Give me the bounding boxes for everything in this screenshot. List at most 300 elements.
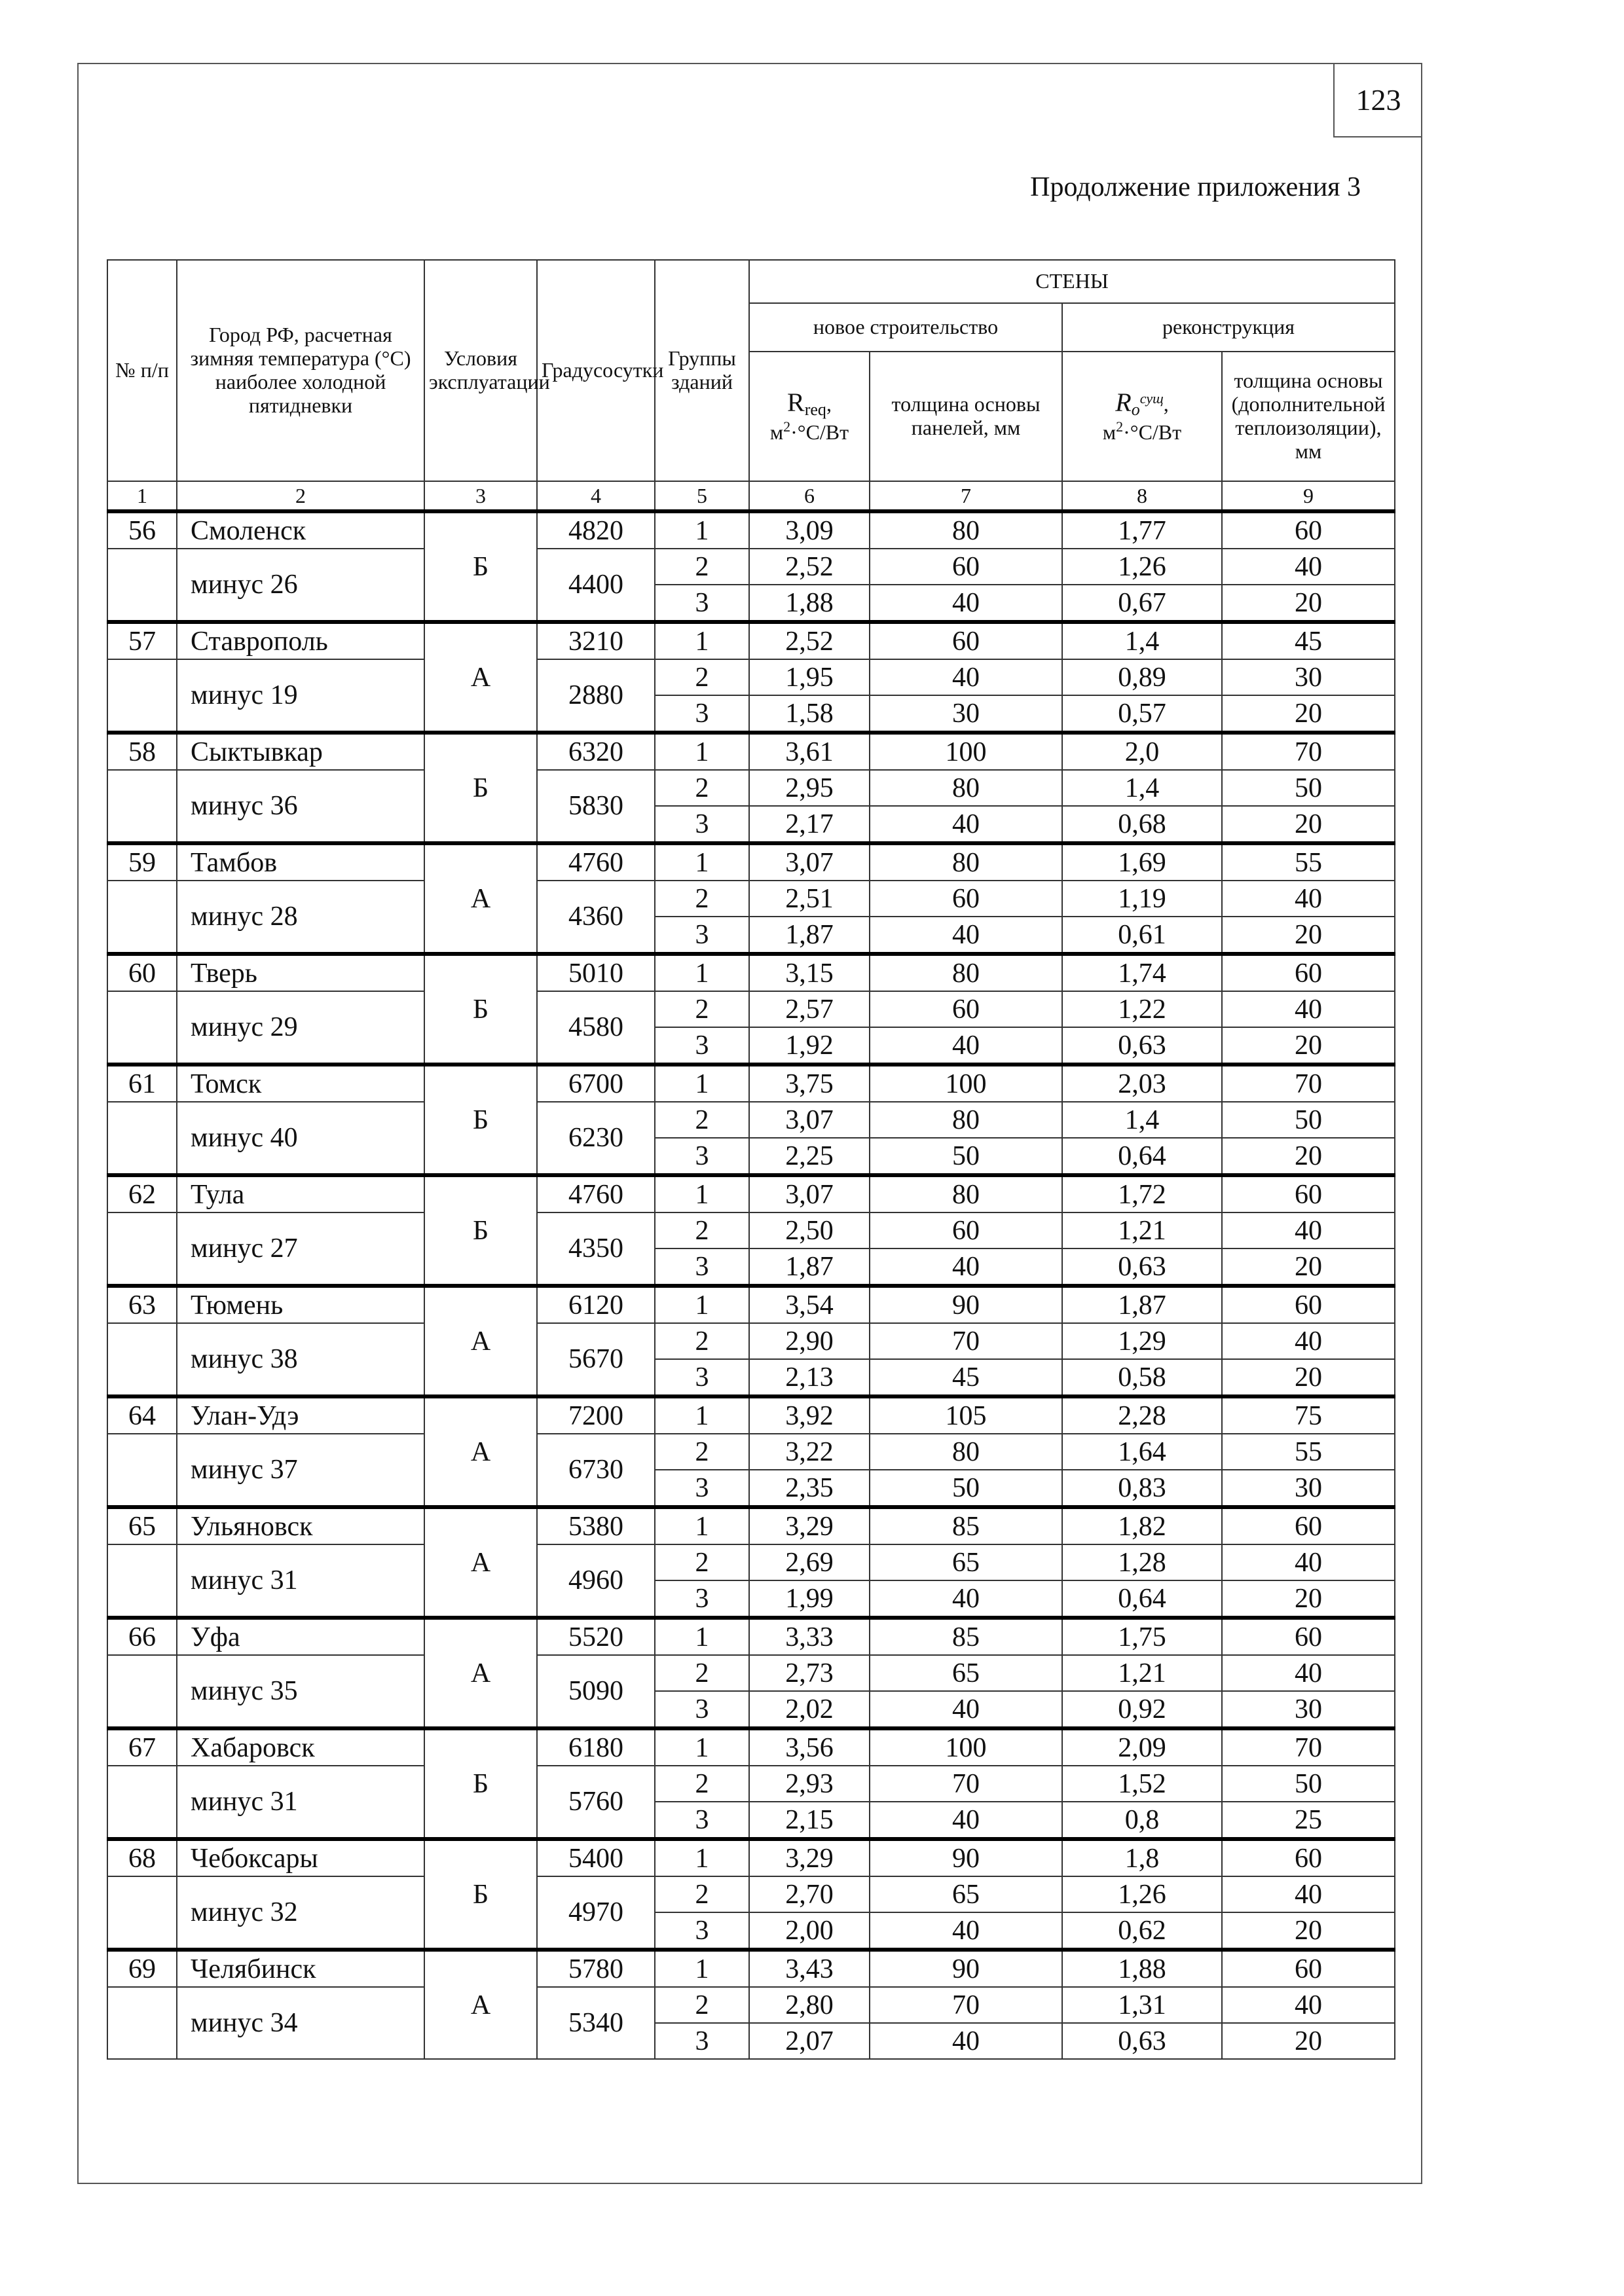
degree-days-reconstruction: 5760 — [537, 1766, 655, 1839]
column-number: 4 — [537, 481, 655, 511]
operating-conditions: Б — [424, 954, 537, 1065]
row-number: 61 — [107, 1065, 177, 1102]
r-existing: 0,63 — [1062, 1248, 1222, 1286]
r-existing: 1,4 — [1062, 770, 1222, 806]
r-req: 3,29 — [749, 1507, 870, 1544]
city-name: Смоленск — [177, 511, 424, 549]
city-name: Сыктывкар — [177, 733, 424, 770]
building-group: 2 — [655, 1544, 749, 1580]
panel-thickness: 40 — [870, 1248, 1062, 1286]
r-req: 2,90 — [749, 1323, 870, 1359]
operating-conditions: А — [424, 622, 537, 733]
r-existing: 1,87 — [1062, 1286, 1222, 1323]
city-name: Тула — [177, 1175, 424, 1212]
table-row — [107, 1766, 1395, 1802]
table-row — [107, 1323, 1395, 1359]
design-temperature: минус 36 — [177, 770, 424, 843]
table-body — [107, 511, 1395, 2059]
r-req: 2,93 — [749, 1766, 870, 1802]
r-existing: 1,72 — [1062, 1175, 1222, 1212]
r-existing: 0,62 — [1062, 1912, 1222, 1950]
design-temperature: минус 32 — [177, 1876, 424, 1950]
row-number-blank — [107, 1434, 177, 1507]
row-number-blank — [107, 1544, 177, 1618]
degree-days-reconstruction: 4960 — [537, 1544, 655, 1618]
r-existing: 2,09 — [1062, 1728, 1222, 1766]
base-thickness: 40 — [1222, 1323, 1395, 1359]
r-req: 3,07 — [749, 1102, 870, 1138]
table-row — [107, 1728, 1395, 1766]
r-req: 3,92 — [749, 1396, 870, 1434]
building-group: 3 — [655, 1248, 749, 1286]
degree-days-reconstruction: 6730 — [537, 1434, 655, 1507]
header-base-thickness: толщина основы (дополнительной теплоизоляции), мм — [1222, 352, 1395, 481]
degree-days-reconstruction: 5670 — [537, 1323, 655, 1396]
r-req: 3,22 — [749, 1434, 870, 1470]
r-existing: 1,74 — [1062, 954, 1222, 991]
panel-thickness: 50 — [870, 1138, 1062, 1175]
r-existing: 2,0 — [1062, 733, 1222, 770]
header-panel-thickness: толщина основы панелей, мм — [870, 352, 1062, 481]
column-number: 5 — [655, 481, 749, 511]
row-number: 58 — [107, 733, 177, 770]
r-req: 3,07 — [749, 843, 870, 881]
building-group: 3 — [655, 917, 749, 954]
panel-thickness: 50 — [870, 1470, 1062, 1507]
table-row — [107, 1544, 1395, 1580]
base-thickness: 70 — [1222, 733, 1395, 770]
panel-thickness: 40 — [870, 806, 1062, 843]
header-rsush: $R_o^{сущ}$, $м^2\cdot^\circ С/Вт$ — [1062, 352, 1222, 481]
row-number-blank — [107, 770, 177, 843]
building-group: 3 — [655, 1691, 749, 1728]
operating-conditions: А — [424, 1950, 537, 2059]
design-temperature: минус 37 — [177, 1434, 424, 1507]
design-temperature: минус 29 — [177, 991, 424, 1065]
r-existing: 1,77 — [1062, 511, 1222, 549]
building-group: 2 — [655, 549, 749, 585]
table-row — [107, 843, 1395, 881]
building-group: 1 — [655, 622, 749, 659]
city-name: Тверь — [177, 954, 424, 991]
r-req: 1,87 — [749, 917, 870, 954]
r-req: 3,54 — [749, 1286, 870, 1323]
header-rreq: $R_{req}$, $м^2\cdot^\circ С/Вт$ — [749, 352, 870, 481]
degree-days-new: 6700 — [537, 1065, 655, 1102]
r-req: 3,07 — [749, 1175, 870, 1212]
panel-thickness: 100 — [870, 1728, 1062, 1766]
panel-thickness: 80 — [870, 1434, 1062, 1470]
degree-days-new: 4760 — [537, 843, 655, 881]
table-row — [107, 991, 1395, 1027]
table-row — [107, 1987, 1395, 2023]
building-group: 2 — [655, 1655, 749, 1691]
base-thickness: 20 — [1222, 1580, 1395, 1618]
degree-days-reconstruction: 4580 — [537, 991, 655, 1065]
building-group: 3 — [655, 695, 749, 733]
row-number: 60 — [107, 954, 177, 991]
r-existing: 1,19 — [1062, 881, 1222, 917]
row-number-blank — [107, 1212, 177, 1286]
city-name: Хабаровск — [177, 1728, 424, 1766]
degree-days-new: 5520 — [537, 1618, 655, 1655]
base-thickness: 20 — [1222, 917, 1395, 954]
base-thickness: 60 — [1222, 1507, 1395, 1544]
base-thickness: 30 — [1222, 659, 1395, 695]
r-existing: 0,89 — [1062, 659, 1222, 695]
base-thickness: 20 — [1222, 1912, 1395, 1950]
rreq-units-suffix: ·°С/Вт — [790, 420, 849, 445]
table-row — [107, 881, 1395, 917]
header-groups: Группы зданий — [655, 260, 749, 481]
operating-conditions: Б — [424, 733, 537, 843]
r-existing: 0,8 — [1062, 1802, 1222, 1839]
building-group: 1 — [655, 1507, 749, 1544]
degree-days-new: 7200 — [537, 1396, 655, 1434]
panel-thickness: 85 — [870, 1618, 1062, 1655]
r-existing: 0,63 — [1062, 2023, 1222, 2059]
r-req: 2,25 — [749, 1138, 870, 1175]
operating-conditions: Б — [424, 511, 537, 622]
r-existing: 1,64 — [1062, 1434, 1222, 1470]
building-group: 3 — [655, 1470, 749, 1507]
panel-thickness: 65 — [870, 1655, 1062, 1691]
base-thickness: 60 — [1222, 1839, 1395, 1876]
base-thickness: 60 — [1222, 954, 1395, 991]
row-number-blank — [107, 991, 177, 1065]
base-thickness: 40 — [1222, 1655, 1395, 1691]
degree-days-new: 3210 — [537, 622, 655, 659]
base-thickness: 50 — [1222, 1766, 1395, 1802]
building-group: 3 — [655, 1912, 749, 1950]
r-existing: 1,26 — [1062, 1876, 1222, 1912]
panel-thickness: 40 — [870, 917, 1062, 954]
base-thickness: 40 — [1222, 549, 1395, 585]
row-number-blank — [107, 1102, 177, 1175]
header-reconstruction: реконструкция — [1062, 303, 1395, 352]
building-group: 2 — [655, 1987, 749, 2023]
rsush-superscript: сущ — [1139, 390, 1164, 407]
row-number-blank — [107, 1323, 177, 1396]
base-thickness: 30 — [1222, 1470, 1395, 1507]
city-name: Ставрополь — [177, 622, 424, 659]
building-group: 3 — [655, 2023, 749, 2059]
row-number-blank — [107, 659, 177, 733]
table-row — [107, 1212, 1395, 1248]
building-group: 3 — [655, 1580, 749, 1618]
r-req: 2,02 — [749, 1691, 870, 1728]
base-thickness: 20 — [1222, 695, 1395, 733]
building-group: 1 — [655, 843, 749, 881]
city-name: Чебоксары — [177, 1839, 424, 1876]
r-req: 1,87 — [749, 1248, 870, 1286]
r-req: 1,95 — [749, 659, 870, 695]
r-req: 2,17 — [749, 806, 870, 843]
r-existing: 1,29 — [1062, 1323, 1222, 1359]
base-thickness: 70 — [1222, 1065, 1395, 1102]
continuation-title: Продолжение приложения 3 — [1030, 172, 1361, 202]
base-thickness: 30 — [1222, 1691, 1395, 1728]
table-row — [107, 1065, 1395, 1102]
panel-thickness: 90 — [870, 1950, 1062, 1987]
degree-days-new: 5380 — [537, 1507, 655, 1544]
table-row — [107, 1655, 1395, 1691]
degree-days-new: 6180 — [537, 1728, 655, 1766]
table-row — [107, 549, 1395, 585]
row-number: 63 — [107, 1286, 177, 1323]
panel-thickness: 60 — [870, 549, 1062, 585]
row-number-blank — [107, 1876, 177, 1950]
r-req: 2,15 — [749, 1802, 870, 1839]
degree-days-new: 4820 — [537, 511, 655, 549]
panel-thickness: 60 — [870, 991, 1062, 1027]
panel-thickness: 90 — [870, 1839, 1062, 1876]
city-name: Ульяновск — [177, 1507, 424, 1544]
city-name: Тюмень — [177, 1286, 424, 1323]
building-group: 1 — [655, 1286, 749, 1323]
table-row — [107, 622, 1395, 659]
degree-days-reconstruction: 4360 — [537, 881, 655, 954]
r-req: 3,61 — [749, 733, 870, 770]
r-req: 2,52 — [749, 549, 870, 585]
r-existing: 0,68 — [1062, 806, 1222, 843]
r-existing: 0,63 — [1062, 1027, 1222, 1065]
degree-days-new: 6320 — [537, 733, 655, 770]
column-number: 8 — [1062, 481, 1222, 511]
city-name: Челябинск — [177, 1950, 424, 1987]
r-req: 3,29 — [749, 1839, 870, 1876]
base-thickness: 70 — [1222, 1728, 1395, 1766]
panel-thickness: 80 — [870, 1102, 1062, 1138]
panel-thickness: 85 — [870, 1507, 1062, 1544]
base-thickness: 20 — [1222, 1359, 1395, 1396]
panel-thickness: 80 — [870, 511, 1062, 549]
r-existing: 1,69 — [1062, 843, 1222, 881]
r-existing: 1,31 — [1062, 1987, 1222, 2023]
r-existing: 1,82 — [1062, 1507, 1222, 1544]
panel-thickness: 80 — [870, 954, 1062, 991]
base-thickness: 50 — [1222, 1102, 1395, 1138]
city-name: Уфа — [177, 1618, 424, 1655]
rsush-units-prefix: м — [1102, 420, 1116, 445]
r-req: 2,51 — [749, 881, 870, 917]
column-number: 6 — [749, 481, 870, 511]
table-row — [107, 1396, 1395, 1434]
building-group: 1 — [655, 954, 749, 991]
base-thickness: 20 — [1222, 806, 1395, 843]
rsush-subscript: o — [1131, 400, 1140, 420]
r-existing: 0,61 — [1062, 917, 1222, 954]
design-temperature: минус 28 — [177, 881, 424, 954]
row-number: 69 — [107, 1950, 177, 1987]
building-group: 3 — [655, 585, 749, 622]
design-temperature: минус 34 — [177, 1987, 424, 2059]
base-thickness: 20 — [1222, 1248, 1395, 1286]
panel-thickness: 40 — [870, 1027, 1062, 1065]
base-thickness: 55 — [1222, 1434, 1395, 1470]
base-thickness: 50 — [1222, 770, 1395, 806]
table-row — [107, 954, 1395, 991]
base-thickness: 45 — [1222, 622, 1395, 659]
table-row — [107, 770, 1395, 806]
r-req: 3,56 — [749, 1728, 870, 1766]
rreq-units-sup: 2 — [783, 418, 791, 435]
r-existing: 0,64 — [1062, 1580, 1222, 1618]
panel-thickness: 65 — [870, 1544, 1062, 1580]
base-thickness: 55 — [1222, 843, 1395, 881]
panel-thickness: 40 — [870, 1580, 1062, 1618]
r-req: 3,33 — [749, 1618, 870, 1655]
base-thickness: 25 — [1222, 1802, 1395, 1839]
panel-thickness: 40 — [870, 585, 1062, 622]
row-number: 56 — [107, 511, 177, 549]
r-existing: 1,21 — [1062, 1655, 1222, 1691]
base-thickness: 60 — [1222, 1618, 1395, 1655]
building-group: 1 — [655, 1175, 749, 1212]
r-existing: 1,26 — [1062, 549, 1222, 585]
degree-days-new: 4760 — [537, 1175, 655, 1212]
base-thickness: 20 — [1222, 585, 1395, 622]
table-row — [107, 1618, 1395, 1655]
design-temperature: минус 19 — [177, 659, 424, 733]
row-number-blank — [107, 881, 177, 954]
building-group: 3 — [655, 1027, 749, 1065]
building-group: 1 — [655, 733, 749, 770]
building-group: 2 — [655, 991, 749, 1027]
building-group: 1 — [655, 1065, 749, 1102]
r-existing: 1,75 — [1062, 1618, 1222, 1655]
table-row — [107, 1839, 1395, 1876]
building-group: 2 — [655, 770, 749, 806]
header-city: Город РФ, расчетная зимняя температура (°С) наиболее холодной пятидневки — [177, 260, 424, 481]
r-req: 2,07 — [749, 2023, 870, 2059]
base-thickness: 40 — [1222, 881, 1395, 917]
r-existing: 1,4 — [1062, 1102, 1222, 1138]
r-existing: 1,88 — [1062, 1950, 1222, 1987]
r-existing: 0,92 — [1062, 1691, 1222, 1728]
table-row — [107, 1286, 1395, 1323]
table-row — [107, 511, 1395, 549]
base-thickness: 40 — [1222, 1212, 1395, 1248]
building-group: 2 — [655, 1102, 749, 1138]
design-temperature: минус 31 — [177, 1544, 424, 1618]
panel-thickness: 70 — [870, 1323, 1062, 1359]
operating-conditions: А — [424, 1286, 537, 1396]
base-thickness: 60 — [1222, 1175, 1395, 1212]
base-thickness: 40 — [1222, 1987, 1395, 2023]
column-numbers-row — [107, 481, 1395, 511]
r-req: 2,57 — [749, 991, 870, 1027]
r-existing: 1,52 — [1062, 1766, 1222, 1802]
panel-thickness: 105 — [870, 1396, 1062, 1434]
r-req: 3,15 — [749, 954, 870, 991]
building-group: 1 — [655, 1950, 749, 1987]
r-req: 2,35 — [749, 1470, 870, 1507]
degree-days-reconstruction: 4400 — [537, 549, 655, 622]
building-group: 3 — [655, 1802, 749, 1839]
r-existing: 1,28 — [1062, 1544, 1222, 1580]
rreq-units-prefix: м — [769, 420, 784, 445]
r-existing: 0,64 — [1062, 1138, 1222, 1175]
building-group: 3 — [655, 1359, 749, 1396]
r-existing: 1,4 — [1062, 622, 1222, 659]
panel-thickness: 60 — [870, 622, 1062, 659]
operating-conditions: Б — [424, 1065, 537, 1175]
panel-thickness: 100 — [870, 1065, 1062, 1102]
building-group: 1 — [655, 511, 749, 549]
operating-conditions: А — [424, 1507, 537, 1618]
building-group: 2 — [655, 1876, 749, 1912]
panel-thickness: 70 — [870, 1766, 1062, 1802]
table-row — [107, 1102, 1395, 1138]
row-number-blank — [107, 1766, 177, 1839]
r-existing: 1,8 — [1062, 1839, 1222, 1876]
panel-thickness: 40 — [870, 659, 1062, 695]
operating-conditions: А — [424, 843, 537, 954]
panel-thickness: 65 — [870, 1876, 1062, 1912]
row-number: 62 — [107, 1175, 177, 1212]
panel-thickness: 45 — [870, 1359, 1062, 1396]
operating-conditions: Б — [424, 1728, 537, 1839]
rsush-units-suffix: ·°С/Вт — [1123, 420, 1182, 445]
r-existing: 1,22 — [1062, 991, 1222, 1027]
panel-thickness: 40 — [870, 1802, 1062, 1839]
degree-days-reconstruction: 4970 — [537, 1876, 655, 1950]
row-number: 65 — [107, 1507, 177, 1544]
operating-conditions: А — [424, 1396, 537, 1507]
operating-conditions: А — [424, 1618, 537, 1728]
panel-thickness: 80 — [870, 1175, 1062, 1212]
r-existing: 0,58 — [1062, 1359, 1222, 1396]
operating-conditions: Б — [424, 1175, 537, 1286]
r-req: 1,99 — [749, 1580, 870, 1618]
r-req: 2,52 — [749, 622, 870, 659]
r-req: 3,43 — [749, 1950, 870, 1987]
column-number: 9 — [1222, 481, 1395, 511]
design-temperature: минус 26 — [177, 549, 424, 622]
building-group: 2 — [655, 659, 749, 695]
design-temperature: минус 38 — [177, 1323, 424, 1396]
city-name: Томск — [177, 1065, 424, 1102]
building-group: 2 — [655, 1323, 749, 1359]
row-number: 66 — [107, 1618, 177, 1655]
row-number: 67 — [107, 1728, 177, 1766]
building-group: 1 — [655, 1396, 749, 1434]
base-thickness: 20 — [1222, 1138, 1395, 1175]
panel-thickness: 40 — [870, 1912, 1062, 1950]
r-existing: 1,21 — [1062, 1212, 1222, 1248]
row-number-blank — [107, 549, 177, 622]
rreq-symbol: R — [787, 388, 805, 418]
building-group: 2 — [655, 1434, 749, 1470]
panel-thickness: 40 — [870, 2023, 1062, 2059]
design-temperature: минус 27 — [177, 1212, 424, 1286]
building-group: 1 — [655, 1618, 749, 1655]
header-no: № п/п — [107, 260, 177, 481]
design-temperature: минус 31 — [177, 1766, 424, 1839]
header-new-construction: новое строительство — [749, 303, 1062, 352]
panel-thickness: 60 — [870, 881, 1062, 917]
column-number: 1 — [107, 481, 177, 511]
header-degree-days: Градусосутки — [537, 260, 655, 481]
r-existing: 2,03 — [1062, 1065, 1222, 1102]
base-thickness: 60 — [1222, 511, 1395, 549]
degree-days-reconstruction: 2880 — [537, 659, 655, 733]
row-number: 68 — [107, 1839, 177, 1876]
r-existing: 2,28 — [1062, 1396, 1222, 1434]
building-group: 1 — [655, 1839, 749, 1876]
operating-conditions: Б — [424, 1839, 537, 1950]
